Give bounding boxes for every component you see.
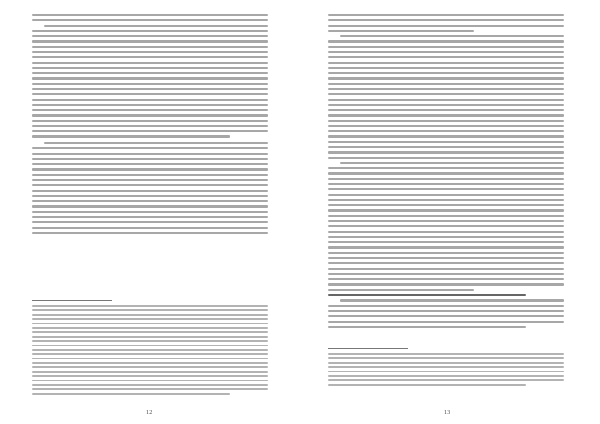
left-footnote-rule [32, 300, 112, 301]
left-footnotes [32, 305, 268, 397]
right-page [300, 0, 600, 424]
left-page-number: 12 [146, 410, 153, 416]
emphasized-line [328, 294, 526, 296]
right-footnote-rule [328, 348, 408, 349]
right-footnotes [328, 353, 564, 388]
right-page-number: 13 [444, 410, 451, 416]
left-paragraph-1 [32, 14, 268, 141]
right-paragraph-1 [328, 14, 564, 331]
left-paragraph-2 [32, 142, 268, 237]
